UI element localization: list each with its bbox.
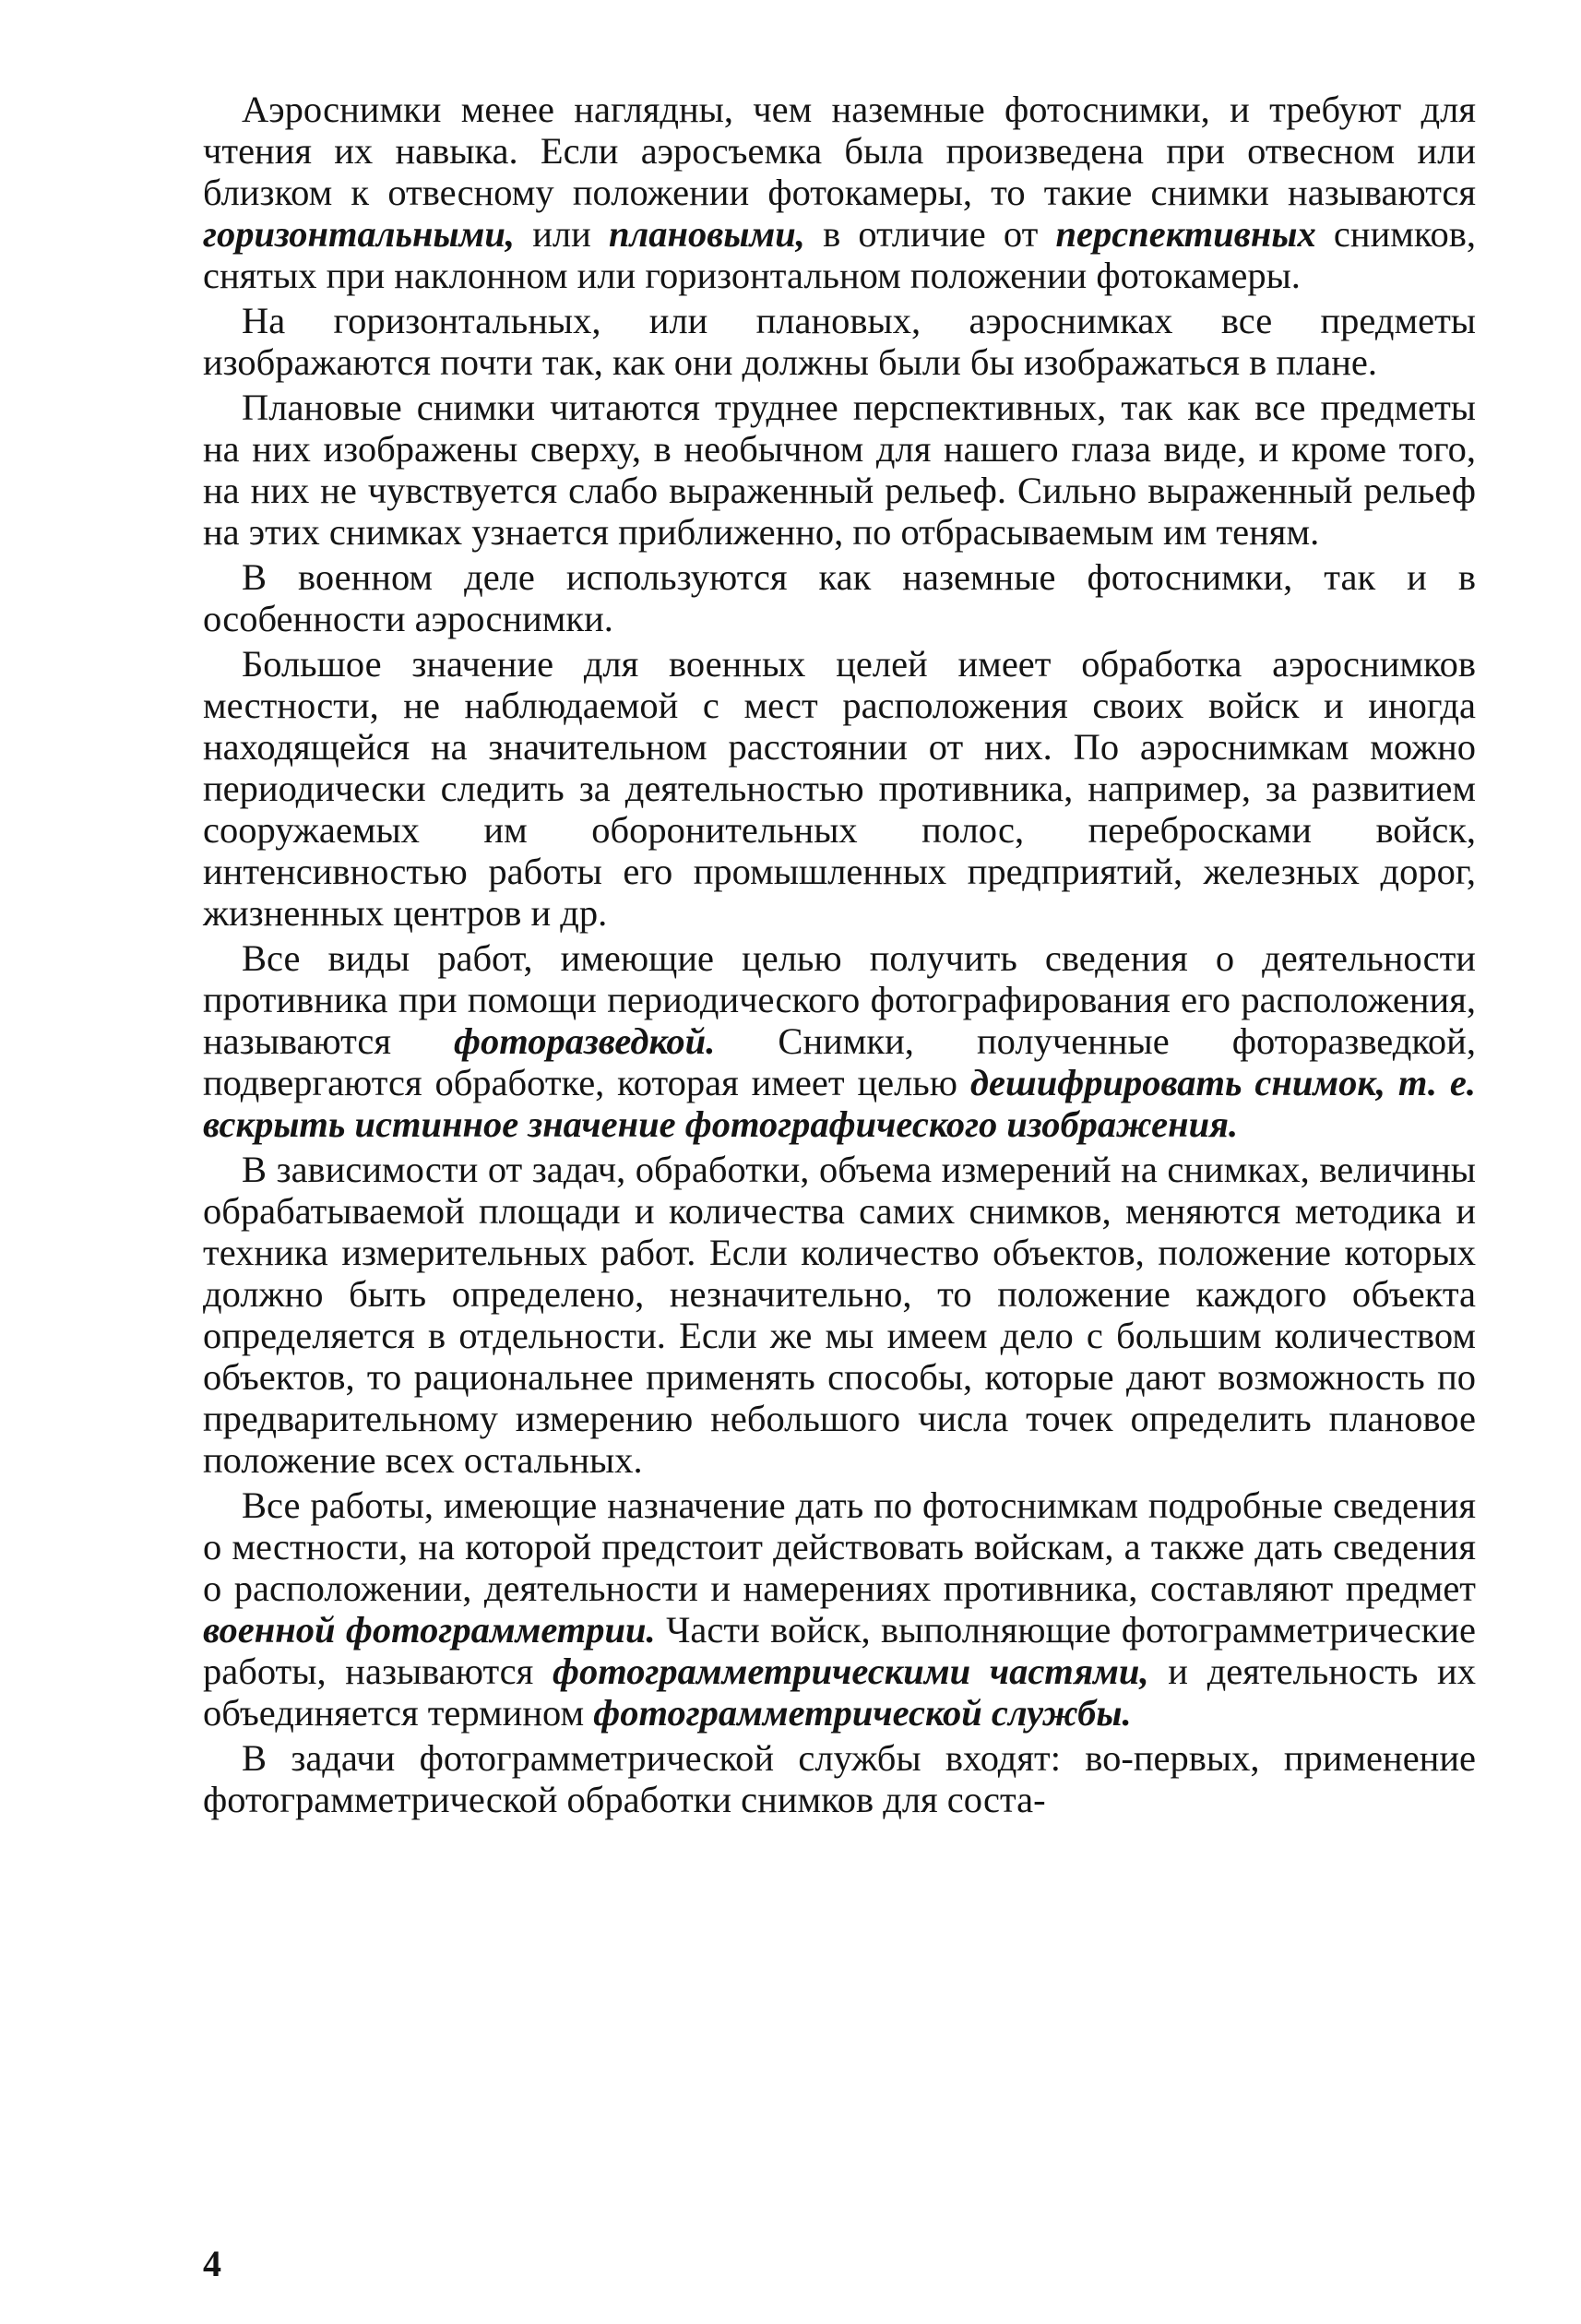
- italic-term: дешифрировать снимок, т. е. вскрыть истинное значение фотографического изображения.: [203, 1062, 1476, 1145]
- italic-term: плановыми,: [608, 213, 805, 255]
- paragraph: [203, 1484, 1476, 1734]
- paragraph: [203, 387, 1476, 553]
- italic-term: перспективных: [1055, 213, 1316, 255]
- italic-term: военной фотограмметрии.: [203, 1609, 656, 1651]
- paragraph: [203, 556, 1476, 639]
- page-body: [203, 89, 1476, 1824]
- italic-term: фотограмметрической службы.: [593, 1692, 1132, 1734]
- paragraph: [203, 1149, 1476, 1481]
- text-run: Части войск, выполняющие фотограмметрические работы, называются: [203, 1609, 1476, 1692]
- text-run: В зависимости от задач, обработки, объема измерений на снимках, величины обрабатываемой площади и количества самих снимков, меняются методика и техника измерительных работ. Если количество объектов, положение которых должно быть определено, незначительно, то положение каждого объекта определяется в отдельности. Если же мы имеем дело с большим количеством объектов, то рациональнее применять способы, которые дают возможность по предварительному измерению небольшого числа точек определить плановое положение всех остальных.: [203, 1149, 1476, 1481]
- text-run: В задачи фотограмметрической службы входят: во-первых, применение фотограмметрической обработки снимков для соста-: [203, 1737, 1476, 1820]
- paragraph: [203, 1737, 1476, 1820]
- text-run: Аэроснимки менее наглядны, чем наземные фотоснимки, и требуют для чтения их навыка. Если аэросъемка была произведена при отвесном или близком к отвесному положении фотокамеры, то такие снимки называются: [203, 89, 1476, 213]
- text-run: Плановые снимки читаются труднее перспективных, так как все предметы на них изображены сверху, в необычном для нашего глаза виде, и кроме того, на них не чувствуется слабо выраженный рельеф. Сильно выраженный рельеф на этих снимках узнается приближенно, по отбрасываемым им теням.: [203, 387, 1476, 553]
- page-number: 4: [203, 2243, 221, 2284]
- paragraph: [203, 937, 1476, 1145]
- italic-term: фотограмметрическими частями,: [552, 1651, 1149, 1692]
- italic-term: фоторазведкой.: [454, 1020, 716, 1062]
- text-run: Все виды работ, имеющие целью получить сведения о деятельности противника при помощи периодического фотографирования его расположения, называются: [203, 937, 1476, 1062]
- text-run: в отличие от: [804, 213, 1056, 255]
- italic-term: горизонтальными,: [203, 213, 516, 255]
- text-run: Снимки, полученные фоторазведкой, подвергаются обработке, которая имеет целью: [203, 1020, 1476, 1103]
- text-run: Все работы, имеющие назначение дать по фотоснимкам подробные сведения о местности, на которой предстоит действовать войскам, а также дать сведения о расположении, деятельности и намерениях противника, составляют предмет: [203, 1484, 1476, 1609]
- text-run: снимков, снятых при наклонном или горизонтальном положении фотокамеры.: [203, 213, 1476, 296]
- paragraph: [203, 643, 1476, 934]
- text-run: Большое значение для военных целей имеет обработка аэроснимков местности, не наблюдаемой с мест расположения своих войск и иногда находящейся на значительном расстоянии от них. По аэроснимкам можно периодически следить за деятельностью противника, например, за развитием сооружаемых им оборонительных полос, перебросками войск, интенсивностью работы его промышленных предприятий, железных дорог, жизненных центров и др.: [203, 643, 1476, 934]
- text-run: В военном деле используются как наземные фотоснимки, так и в особенности аэроснимки.: [203, 556, 1476, 639]
- paragraph: [203, 300, 1476, 383]
- text-run: или: [515, 213, 609, 255]
- text-run: и деятельность их объединяется термином: [203, 1651, 1476, 1734]
- paragraph: [203, 89, 1476, 296]
- text-run: На горизонтальных, или плановых, аэроснимках все предметы изображаются почти так, как они должны были бы изображаться в плане.: [203, 300, 1476, 383]
